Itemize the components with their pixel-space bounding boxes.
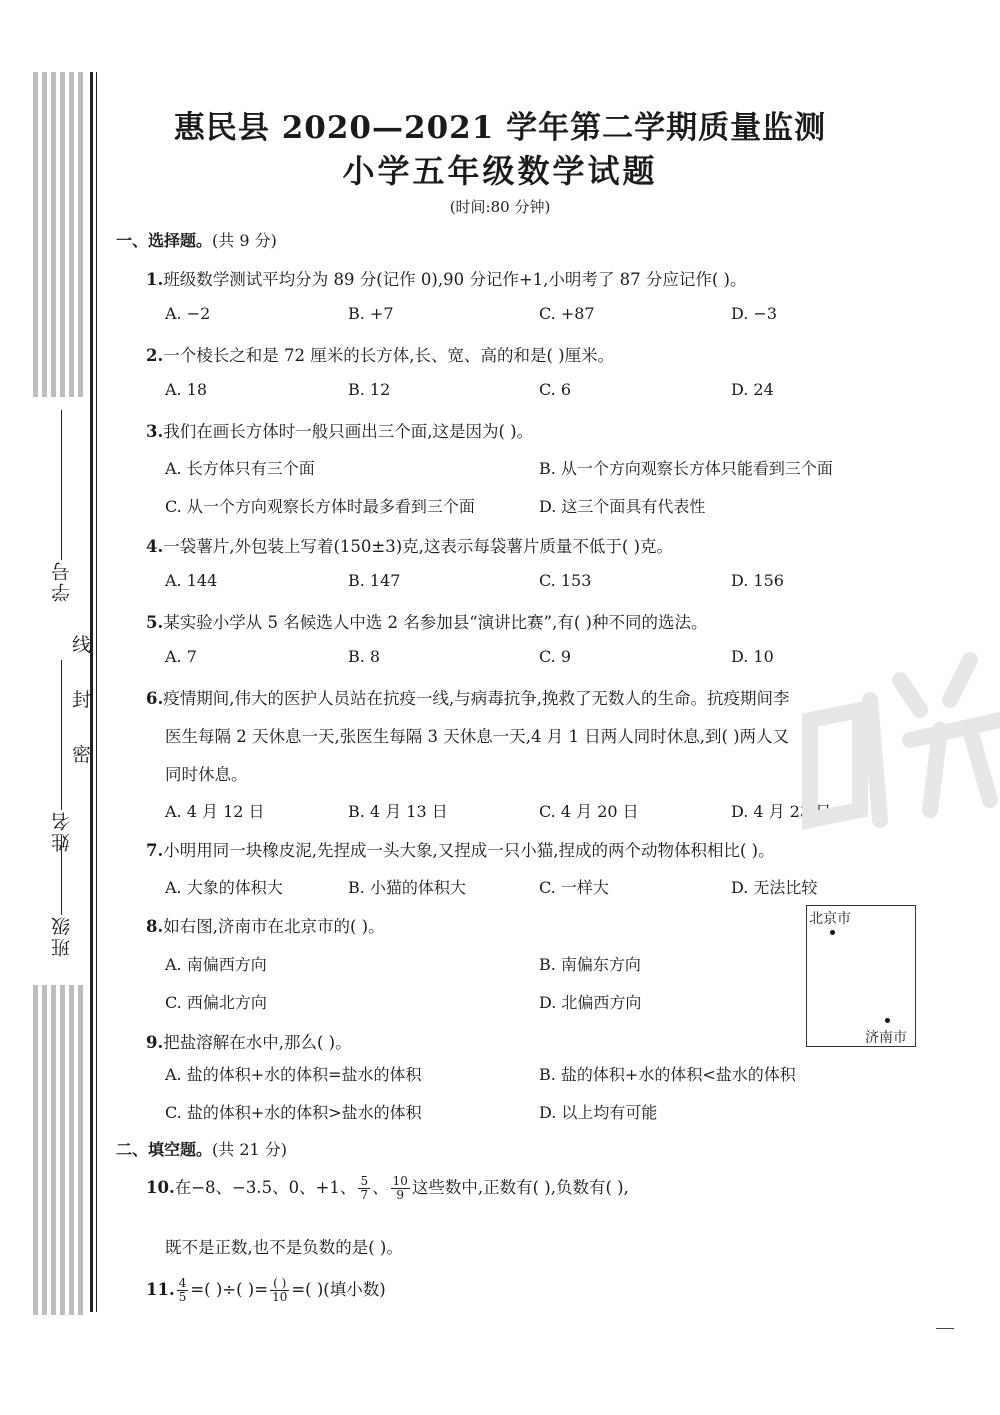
q1-option-a[interactable]: A. −2 xyxy=(165,304,211,323)
question-number: 1. xyxy=(146,270,164,289)
question-6-line-3: 同时休息。 xyxy=(165,765,248,784)
class-label: 班级 xyxy=(51,915,73,957)
question-number: 11. xyxy=(146,1280,175,1299)
question-text: 疫情期间,伟大的医护人员站在抗疫一线,与病毒抗争,挽救了无数人的生命。抗疫期间李 xyxy=(163,689,790,708)
q6-option-c[interactable]: C. 4 月 20 日 xyxy=(539,802,639,821)
question-text: 小明用同一块橡皮泥,先捏成一头大象,又捏成一只小猫,捏成的两个动物体积相比( )。 xyxy=(163,841,775,860)
class-field[interactable] xyxy=(48,835,75,957)
map-label-beijing: 北京市 xyxy=(809,911,851,927)
question-6-line-2: 医生每隔 2 天休息一天,张医生每隔 3 天休息一天,4 月 1 日两人同时休息,到( )两人又 xyxy=(165,727,790,746)
q8-option-b[interactable]: B. 南偏东方向 xyxy=(539,955,641,974)
fraction-numerator: 10 xyxy=(392,1174,408,1188)
question-1 xyxy=(146,266,747,290)
student-id-label: 学号 xyxy=(51,560,73,602)
q2-option-b[interactable]: B. 12 xyxy=(348,380,391,399)
seal-word-xian: 线 xyxy=(72,634,92,656)
q5-option-b[interactable]: B. 8 xyxy=(348,647,381,666)
q4-option-b[interactable]: B. 147 xyxy=(348,571,401,590)
question-text: 如右图,济南市在北京市的( )。 xyxy=(163,917,385,936)
question-number: 6. xyxy=(146,689,164,708)
name-label: 姓名 xyxy=(51,810,73,852)
question-number: 10. xyxy=(146,1178,175,1197)
q3-option-c[interactable]: C. 从一个方向观察长方体时最多看到三个面 xyxy=(165,497,475,516)
exam-title: 惠民县 2020—2021 学年第二学期质量监测 xyxy=(173,110,827,146)
question-11 xyxy=(146,1276,386,1304)
section-1-points: (共 9 分) xyxy=(212,231,277,250)
q9-option-a[interactable]: A. 盐的体积+水的体积=盐水的体积 xyxy=(165,1065,422,1084)
question-4 xyxy=(146,533,673,557)
q4-option-c[interactable]: C. 153 xyxy=(539,571,592,590)
fraction-denominator: 9 xyxy=(396,1188,405,1202)
section-2-title: 二、填空题。 xyxy=(116,1140,213,1159)
question-text: 我们在画长方体时一般只画出三个面,这是因为( )。 xyxy=(163,422,534,441)
q1-option-c[interactable]: C. +87 xyxy=(539,304,595,323)
question-10-line-2: 既不是正数,也不是负数的是( )。 xyxy=(165,1238,403,1257)
q4-option-d[interactable]: D. 156 xyxy=(731,571,784,590)
q6-option-a[interactable]: A. 4 月 12 日 xyxy=(165,802,265,821)
time-note: (时间:80 分钟) xyxy=(449,198,551,216)
jinan-dot xyxy=(885,1018,890,1023)
question-number: 8. xyxy=(146,917,164,936)
question-text: 一个棱长之和是 72 厘米的长方体,长、宽、高的和是( )厘米。 xyxy=(163,346,615,365)
q10-prefix: 在−8、−3.5、0、+1、 xyxy=(174,1178,357,1197)
q2-option-d[interactable]: D. 24 xyxy=(731,380,774,399)
fraction-denominator: 10 xyxy=(272,1290,288,1304)
q7-option-d[interactable]: D. 无法比较 xyxy=(731,878,818,897)
q10-rest: 这些数中,正数有( ),负数有( ), xyxy=(411,1178,629,1197)
question-3 xyxy=(146,418,533,442)
name-field[interactable] xyxy=(48,660,75,852)
q7-option-c[interactable]: C. 一样大 xyxy=(539,878,609,897)
section-2-heading xyxy=(116,1137,287,1160)
question-number: 9. xyxy=(146,1033,164,1052)
question-8 xyxy=(146,913,385,937)
q5-option-c[interactable]: C. 9 xyxy=(539,647,572,666)
q5-option-a[interactable]: A. 7 xyxy=(165,647,197,666)
question-number: 3. xyxy=(146,422,164,441)
q6-option-b[interactable]: B. 4 月 13 日 xyxy=(348,802,448,821)
question-2 xyxy=(146,342,614,366)
question-text: 班级数学测试平均分为 89 分(记作 0),90 分记作+1,小明考了 87 分应记作( )。 xyxy=(163,270,747,289)
q1-option-b[interactable]: B. +7 xyxy=(348,304,394,323)
q6-option-d[interactable]: D. 4 月 23 日 xyxy=(731,802,832,821)
fraction-5-7 xyxy=(358,1175,370,1202)
question-number: 4. xyxy=(146,537,164,556)
question-text: 把盐溶解在水中,那么( )。 xyxy=(163,1033,352,1052)
question-9 xyxy=(146,1029,352,1053)
question-text: 一袋薯片,外包装上写着(150±3)克,这表示每袋薯片质量不低于( )克。 xyxy=(163,537,674,556)
q7-option-a[interactable]: A. 大象的体积大 xyxy=(165,878,283,897)
q11-middle: =( )÷( )= xyxy=(190,1280,269,1299)
q3-option-b[interactable]: B. 从一个方向观察长方体只能看到三个面 xyxy=(539,459,833,478)
fraction-numerator: 4 xyxy=(178,1276,187,1290)
map-label-jinan: 济南市 xyxy=(865,1030,907,1046)
fraction-denominator: 5 xyxy=(178,1290,187,1304)
q4-option-a[interactable]: A. 144 xyxy=(165,571,218,590)
q9-option-b[interactable]: B. 盐的体积+水的体积<盐水的体积 xyxy=(539,1065,796,1084)
q9-option-c[interactable]: C. 盐的体积+水的体积>盐水的体积 xyxy=(165,1103,422,1122)
question-6 xyxy=(146,685,789,709)
q2-option-c[interactable]: C. 6 xyxy=(539,380,572,399)
q8-option-c[interactable]: C. 西偏北方向 xyxy=(165,993,267,1012)
fraction-numerator: 5 xyxy=(360,1174,369,1188)
exam-subtitle: 小学五年级数学试题 xyxy=(342,152,658,190)
question-10 xyxy=(146,1174,629,1202)
watermark-graphic xyxy=(780,640,1000,840)
seal-word-feng: 封 xyxy=(72,689,92,711)
q10-separator: 、 xyxy=(372,1178,389,1197)
seal-word-mi: 密 xyxy=(72,744,92,766)
question-text: 某实验小学从 5 名候选人中选 2 名参加县“演讲比赛”,有( )种不同的选法。 xyxy=(163,613,708,632)
binding-line-thin xyxy=(96,72,97,1312)
q8-option-d[interactable]: D. 北偏西方向 xyxy=(539,993,642,1012)
student-id-field[interactable] xyxy=(48,410,75,602)
question-number: 2. xyxy=(146,346,164,365)
q3-option-d[interactable]: D. 这三个面具有代表性 xyxy=(539,497,706,516)
section-2-points: (共 21 分) xyxy=(212,1140,288,1159)
q8-option-a[interactable]: A. 南偏西方向 xyxy=(165,955,267,974)
q2-option-a[interactable]: A. 18 xyxy=(165,380,208,399)
question-5 xyxy=(146,609,707,633)
fraction-denominator: 7 xyxy=(360,1188,369,1202)
fraction-4-5 xyxy=(177,1277,189,1304)
question-number: 5. xyxy=(146,613,164,632)
q5-option-d[interactable]: D. 10 xyxy=(731,647,774,666)
q11-end: =( )(填小数) xyxy=(291,1280,386,1299)
q1-option-d[interactable]: D. −3 xyxy=(731,304,778,323)
section-1-heading xyxy=(116,228,277,251)
question-number: 7. xyxy=(146,841,164,860)
question-7 xyxy=(146,837,775,861)
q3-option-a[interactable]: A. 长方体只有三个面 xyxy=(165,459,315,478)
q9-option-d[interactable]: D. 以上均有可能 xyxy=(539,1103,658,1122)
fraction-10-9 xyxy=(391,1175,410,1202)
beijing-dot xyxy=(830,930,835,935)
page-dash xyxy=(936,1328,954,1329)
section-1-title: 一、选择题。 xyxy=(116,231,213,250)
fraction-blank-10 xyxy=(270,1277,289,1304)
direction-map xyxy=(806,905,916,1047)
fraction-numerator: ( ) xyxy=(270,1277,289,1291)
margin-stripes-bottom xyxy=(33,985,83,1315)
q7-option-b[interactable]: B. 小猫的体积大 xyxy=(348,878,466,897)
